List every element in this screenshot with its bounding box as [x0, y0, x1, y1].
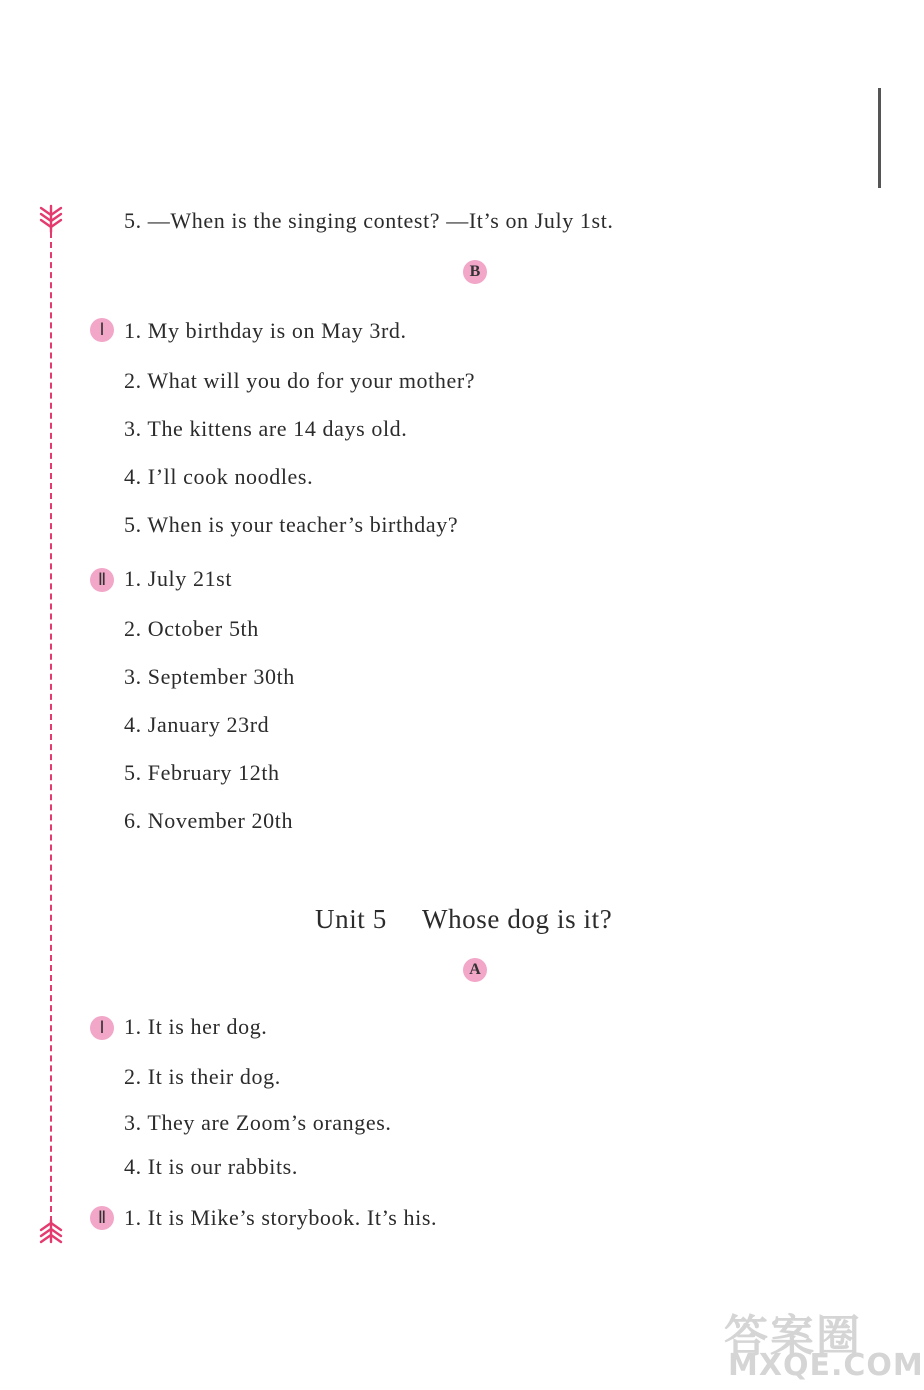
section-2-badge: Ⅱ	[90, 1206, 114, 1230]
answer-line: 3. They are Zoom’s oranges.	[124, 1110, 392, 1135]
answer-line: 5. —When is the singing contest? —It’s on July 1st.	[124, 208, 614, 233]
answer-line: 5. When is your teacher’s birthday?	[124, 512, 459, 537]
margin-arrow-top-icon	[38, 204, 64, 234]
part-a-badge: A	[463, 958, 487, 982]
answer-line: 2. October 5th	[124, 616, 259, 641]
answer-line: 3. September 30th	[124, 664, 295, 689]
answer-line: 1. It is Mike’s storybook. It’s his.	[124, 1205, 438, 1230]
answer-line: 6. November 20th	[124, 808, 294, 833]
answer-line: 4. It is our rabbits.	[124, 1154, 298, 1179]
part-b-badge: B	[463, 260, 487, 284]
answer-line: 4. January 23rd	[124, 712, 270, 737]
answer-line: 1. July 21st	[124, 566, 233, 591]
watermark-logo	[720, 1300, 924, 1390]
section-2-badge: Ⅱ	[90, 568, 114, 592]
margin-dashed-line	[50, 232, 52, 1222]
answer-line: 1. My birthday is on May 3rd.	[124, 318, 407, 343]
scan-edge-mark	[878, 88, 881, 188]
answer-line: 3. The kittens are 14 days old.	[124, 416, 408, 441]
watermark-top-text: 答案圈	[724, 1311, 862, 1362]
margin-arrow-bottom-icon	[38, 1218, 64, 1244]
unit-label: Unit 5	[315, 904, 387, 934]
section-1-badge: Ⅰ	[90, 318, 114, 342]
answer-line: 5. February 12th	[124, 760, 280, 785]
answer-line: 2. It is their dog.	[124, 1064, 281, 1089]
unit-title: Whose dog is it?	[422, 904, 613, 934]
answer-line: 4. I’ll cook noodles.	[124, 464, 314, 489]
watermark-bottom-text: MXQE.COM	[728, 1348, 924, 1383]
answer-line: 2. What will you do for your mother?	[124, 368, 476, 393]
answer-line: 1. It is her dog.	[124, 1014, 268, 1039]
section-1-badge: Ⅰ	[90, 1016, 114, 1040]
